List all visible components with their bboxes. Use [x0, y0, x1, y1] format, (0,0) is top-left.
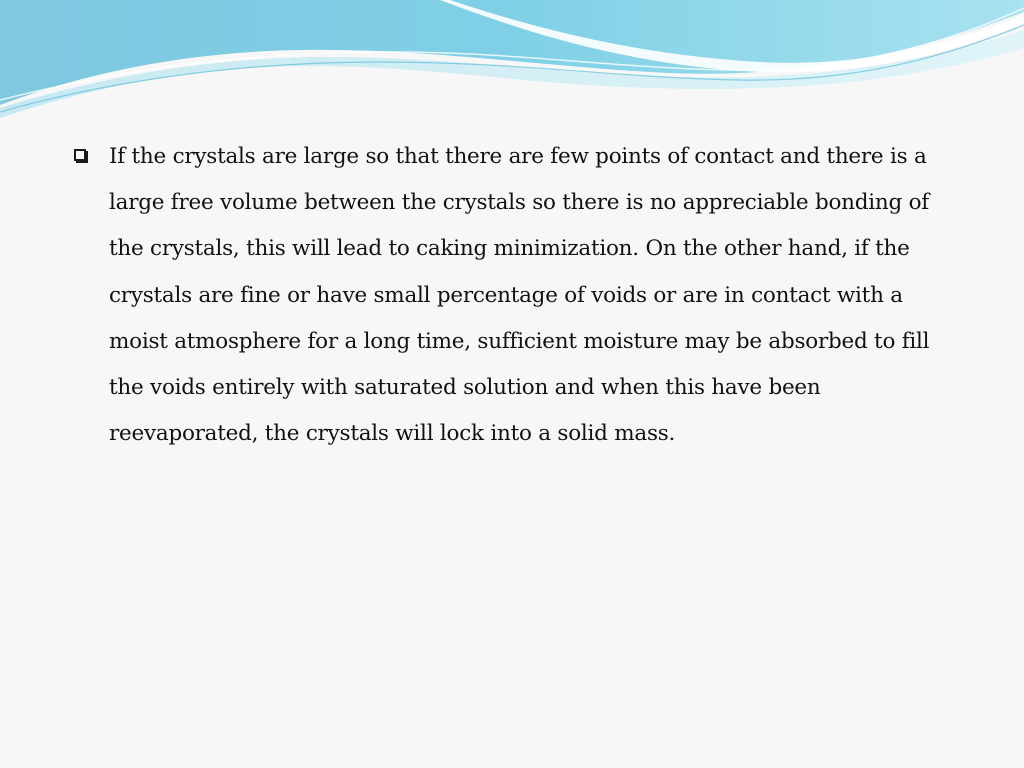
checkbox-bullet-icon: [74, 149, 86, 161]
slide-body: [70, 134, 930, 457]
bullet-text: If the crystals are large so that there are few points of contact and there is a large free volume between the crystals so there is no appreciable bonding of the crystals, this will lead to caking minimization. On the other hand, if the crystals are fine or have small percentage of voids or are in contact with a moist atmosphere for a long time, sufficient moisture may be absorbed to fill the voids entirely with saturated solution and when this have been reevaporated, the crystals will lock into a solid mass.: [109, 144, 930, 447]
bullet-item: [70, 134, 930, 457]
wave-band-dark: [0, 0, 1024, 105]
header-wave-decoration: [0, 0, 1024, 120]
